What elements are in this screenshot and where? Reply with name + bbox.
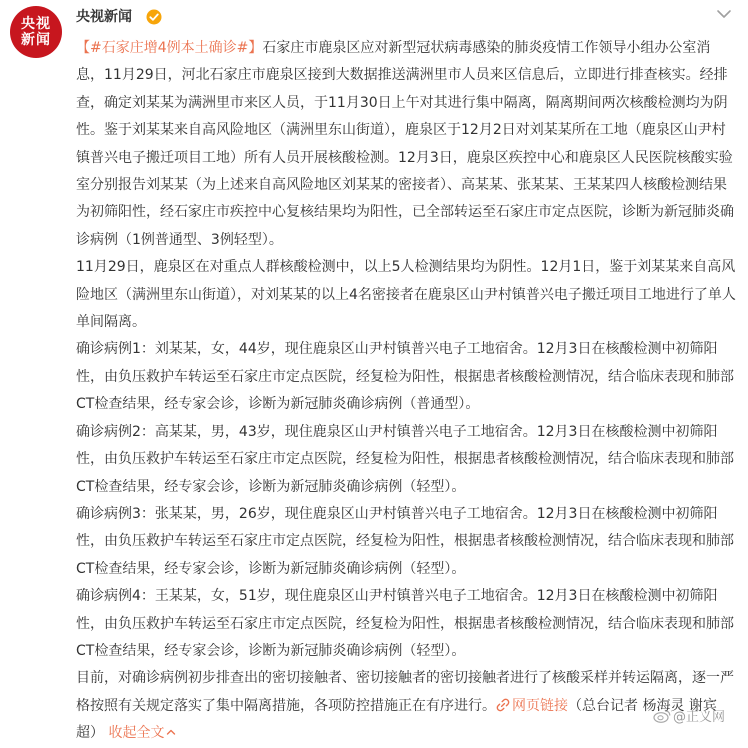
post-paragraph-closing: [76, 665, 738, 747]
reporter-credit: （总台记者 杨海灵 谢宾超）: [76, 697, 717, 742]
post-body: [76, 35, 738, 748]
link-icon: [496, 698, 510, 712]
post-text: 目前，对确诊病例初步排查出的密切接触者、密切接触者的密切接触者进行了核酸采样并转运隔离，逐一严格按照有关规定落实了集中隔离措施，各项防控措施正在有序进行。: [76, 670, 734, 714]
collapse-button[interactable]: [108, 725, 176, 741]
avatar[interactable]: [10, 6, 62, 58]
post-paragraph-case-4: 确诊病例4：王某某，女，51岁，现住鹿泉区山尹村镇普兴电子工地宿舍。12月3日在核酸检测中初筛阳性，由负压救护车转运至石家庄市定点医院，经复检为阳性，根据患者核酸检测情况，结合临床表现和肺部CT检查结果，经专家会诊，诊断为新冠肺炎确诊病例（轻型）。: [76, 588, 734, 659]
post-paragraph-case-1: 确诊病例1：刘某某，女，44岁，现住鹿泉区山尹村镇普兴电子工地宿舍。12月3日在核酸检测中初筛阳性，由负压救护车转运至石家庄市定点医院，经复检为阳性，根据患者核酸检测情况，结合临床表现和肺部CT检查结果，经专家会诊，诊断为新冠肺炎确诊病例（普通型）。: [76, 341, 734, 413]
verified-badge-icon: [146, 9, 162, 25]
hashtag-link[interactable]: 【#石家庄增4例本土确诊#】: [76, 40, 263, 56]
weibo-logo-icon: [653, 709, 671, 723]
watermark: [653, 709, 725, 727]
collapse-label: 收起全文: [108, 725, 165, 742]
account-name[interactable]: 央视新闻: [76, 9, 132, 25]
avatar-text-top: 央视: [21, 16, 51, 32]
avatar-text-bottom: 新闻: [21, 32, 51, 48]
post-paragraph-case-3: 确诊病例3：张某某，男，26岁，现住鹿泉区山尹村镇普兴电子工地宿舍。12月3日在核酸检测中初筛阳性，由负压救护车转运至石家庄市定点医院，经复检为阳性，根据患者核酸检测情况，结合临床表现和肺部CT检查结果，经专家会诊，诊断为新冠肺炎确诊病例（轻型）。: [76, 505, 734, 577]
post-paragraph-intro: [76, 35, 738, 254]
chevron-down-icon[interactable]: [714, 6, 734, 22]
post-paragraph: 11月29日，鹿泉区在对重点人群核酸检测中，以上5人检测结果均为阴性。12月1日，鉴于刘某某来自高风险地区（满洲里东山街道），对刘某某的以上4名密接者在鹿泉区山尹村镇普兴电子搬迁项目工地进行了单人单间隔离。: [76, 259, 736, 331]
post-paragraph-case-2: 确诊病例2：高某某，男，43岁，现住鹿泉区山尹村镇普兴电子工地宿舍。12月3日在核酸检测中初筛阳性，由负压救护车转运至石家庄市定点医院，经复检为阳性，根据患者核酸检测情况，结合临床表现和肺部CT检查结果，经专家会诊，诊断为新冠肺炎确诊病例（轻型）。: [76, 423, 734, 495]
weblink-label: 网页链接: [512, 697, 568, 714]
weblink[interactable]: [496, 698, 568, 714]
watermark-text: @正义网: [673, 710, 726, 725]
post-text: 石家庄市鹿泉区应对新型冠状病毒感染的肺炎疫情工作领导小组办公室消息，11月29日，河北石家庄市鹿泉区接到大数据推送满洲里市人员来区信息后，立即进行排查核实。经排查，确定刘某某为满洲里市来区人员，于11月30日上午对其进行集中隔离，隔离期间两次核酸检测均为阴性。鉴于刘某某来自高风险地区（满洲里东山街道），鹿泉区于12月2日对刘某某所在工地（鹿泉区山尹村镇普兴电子搬迁项目工地）所有人员开展核酸检测。12月3日，鹿泉区疾控中心和鹿泉区人民医院核酸实验室分别报告刘某某（为上述来自高风险地区刘某某的密接者）、高某某、张某某、王某某四人核酸检测结果为初筛阳性，经石家庄市疾控中心复核结果均为阳性，已全部转运至石家庄市定点医院，诊断为新冠肺炎确诊病例（1例普通型、3例轻型）。: [76, 40, 734, 248]
